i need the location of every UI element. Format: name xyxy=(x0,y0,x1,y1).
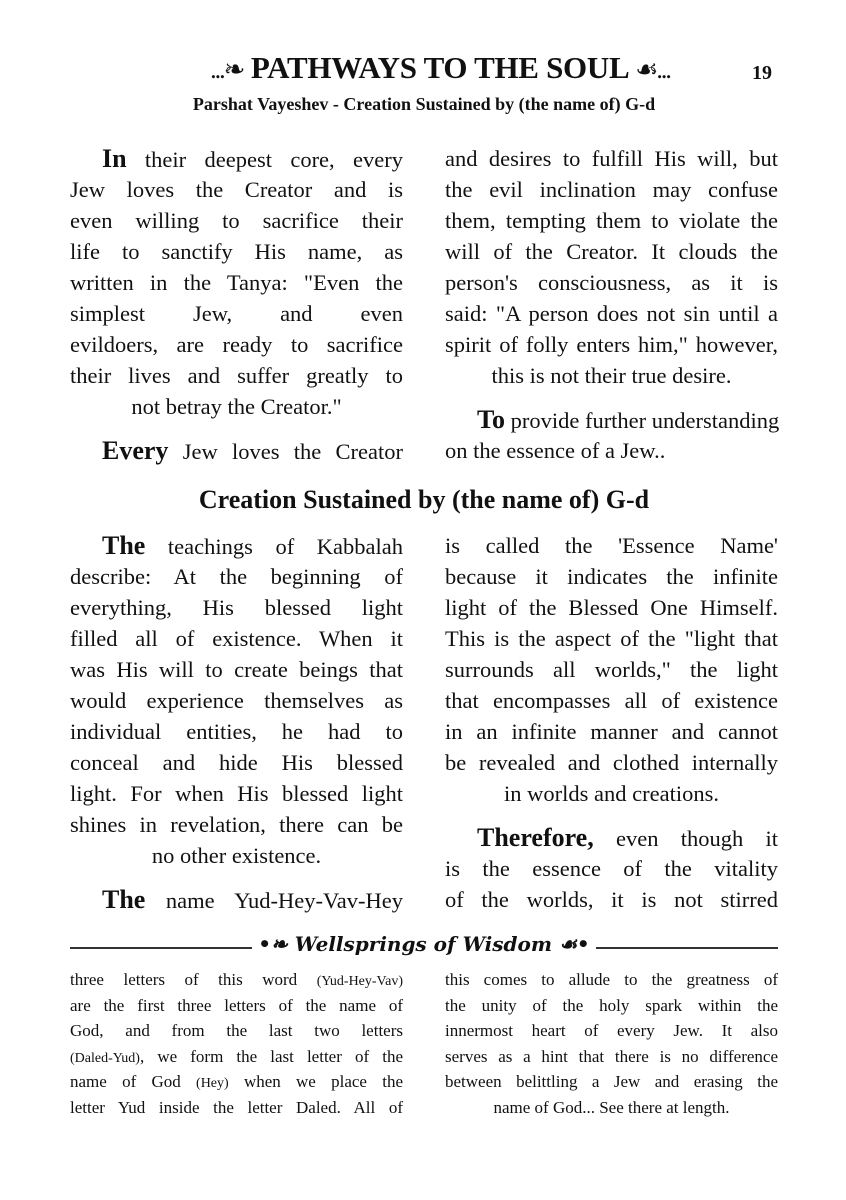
text-line: would experience themselves as xyxy=(70,688,403,713)
footnote-left-column xyxy=(70,967,403,1120)
section2-right-column xyxy=(445,530,778,928)
footnote-right-column xyxy=(445,967,778,1120)
footnote-line: (Daled-Yud), we form the last letter of the xyxy=(70,1046,403,1066)
ornament-right-icon: ☙... xyxy=(635,55,670,84)
running-header xyxy=(120,50,760,86)
text-line: spirit of folly enters him," however, xyxy=(445,332,778,357)
paragraph xyxy=(445,822,778,915)
text-line: individual entities, he had to xyxy=(70,719,403,744)
section2-left-column xyxy=(70,530,403,928)
footnote-line: God, and from the last two letters xyxy=(70,1021,403,1040)
paragraph xyxy=(445,404,778,466)
text-line: Every Jew loves the Creator xyxy=(102,436,403,465)
footnote-divider xyxy=(70,932,778,959)
paragraph xyxy=(70,435,403,466)
footnote-line: the unity of the holy spark within the xyxy=(445,995,778,1015)
lead-word: To xyxy=(477,405,505,434)
footnote-line: serves as a hint that there is no difference xyxy=(445,1046,778,1066)
text-line: life to sanctify His name, as xyxy=(70,239,403,264)
page-number: 19 xyxy=(752,62,772,84)
text-line: person's consciousness, as it is xyxy=(445,270,778,295)
ornament-left-icon: ...❧ xyxy=(210,55,244,84)
text-line: filled all of existence. When it xyxy=(70,626,403,651)
text-line: on the essence of a Jew.. xyxy=(445,438,666,463)
text-line: in worlds and creations. xyxy=(504,781,719,806)
text-line: in an infinite manner and cannot xyxy=(445,719,778,744)
text-line: simplest Jew, and even xyxy=(70,301,403,326)
text-line: written in the Tanya: "Even the xyxy=(70,270,403,295)
text-line: is the essence of the vitality xyxy=(445,856,778,881)
text-line: light of the Blessed One Himself. xyxy=(445,595,778,620)
paragraph xyxy=(445,143,778,391)
footnote-line: name of God... See there at length. xyxy=(493,1097,730,1117)
text-line: surrounds all worlds," the light xyxy=(445,657,778,682)
text-line: their lives and suffer greatly to xyxy=(70,363,403,388)
ornament-left-icon: •❧ xyxy=(258,932,288,956)
chapter-subtitle: Parshat Vayeshev - Creation Sustained by (the name of) G-d xyxy=(192,94,656,114)
lead-word: Therefore, xyxy=(477,823,594,852)
lead-word: In xyxy=(102,144,127,173)
text-line: them, tempting them to violate the xyxy=(445,208,778,233)
text-line: not betray the Creator." xyxy=(131,394,342,419)
text-line: Jew loves the Creator and is xyxy=(70,177,403,202)
text-line: The name Yud-Hey-Vav-Hey xyxy=(102,885,403,914)
footnote-line: innermost heart of every Jew. It also xyxy=(445,1021,778,1040)
text-line: evildoers, are ready to sacrifice xyxy=(70,332,403,357)
text-line: will of the Creator. It clouds the xyxy=(445,239,778,264)
text-line: even willing to sacrifice their xyxy=(70,208,403,233)
text-line: this is not their true desire. xyxy=(491,363,732,388)
footnote-line: between belittling a Jew and erasing the xyxy=(445,1072,778,1091)
footnote-line: letter Yud inside the letter Daled. All of xyxy=(70,1097,403,1117)
paragraph xyxy=(445,530,778,809)
text-line: Therefore, even though it xyxy=(477,823,778,852)
text-line: describe: At the beginning of xyxy=(70,564,403,589)
lead-word: Every xyxy=(102,436,169,465)
text-line: light. For when His blessed light xyxy=(70,781,403,806)
text-line: no other existence. xyxy=(151,843,322,868)
footnote-line: three letters of this word (Yud-Hey-Vav) xyxy=(70,970,403,989)
section1-right-column xyxy=(445,143,778,479)
lead-word: The xyxy=(102,885,146,914)
text-line: and desires to fulfill His will, but xyxy=(445,146,778,171)
text-line: In their deepest core, every xyxy=(102,144,403,173)
text-line: shines in revelation, there can be xyxy=(70,812,403,837)
text-line: said: "A person does not sin until a xyxy=(445,301,778,326)
text-line: To provide further understanding xyxy=(477,405,780,434)
section1-left-column xyxy=(70,143,403,479)
divider-label: Wellsprings of Wisdom xyxy=(294,932,553,956)
section-heading: Creation Sustained by (the name of) G-d xyxy=(198,485,650,514)
text-line: that encompasses all of existence xyxy=(445,688,778,713)
text-line: the evil inclination may confuse xyxy=(445,177,778,202)
paragraph xyxy=(70,884,403,915)
lead-word: The xyxy=(102,531,146,560)
book-title: PATHWAYS TO THE SOUL xyxy=(250,50,628,85)
text-line: because it indicates the infinite xyxy=(445,564,778,589)
text-line: is called the 'Essence Name' xyxy=(445,533,778,558)
paragraph xyxy=(70,143,403,422)
paragraph xyxy=(70,530,403,871)
footnote-line: are the first three letters of the name of xyxy=(70,995,403,1015)
text-line: conceal and hide His blessed xyxy=(70,750,403,775)
text-line: of the worlds, it is not stirred xyxy=(445,887,778,912)
text-line: This is the aspect of the "light that xyxy=(445,626,778,651)
ornament-right-icon: ☙• xyxy=(559,932,590,956)
footnote-line: name of God (Hey) when we place the xyxy=(70,1072,403,1091)
footnote-line: this comes to allude to the greatness of xyxy=(445,970,778,989)
text-line: everything, His blessed light xyxy=(70,595,403,620)
text-line: be revealed and clothed internally xyxy=(445,750,778,775)
text-line: The teachings of Kabbalah xyxy=(102,531,403,560)
text-line: was His will to create beings that xyxy=(70,657,403,682)
